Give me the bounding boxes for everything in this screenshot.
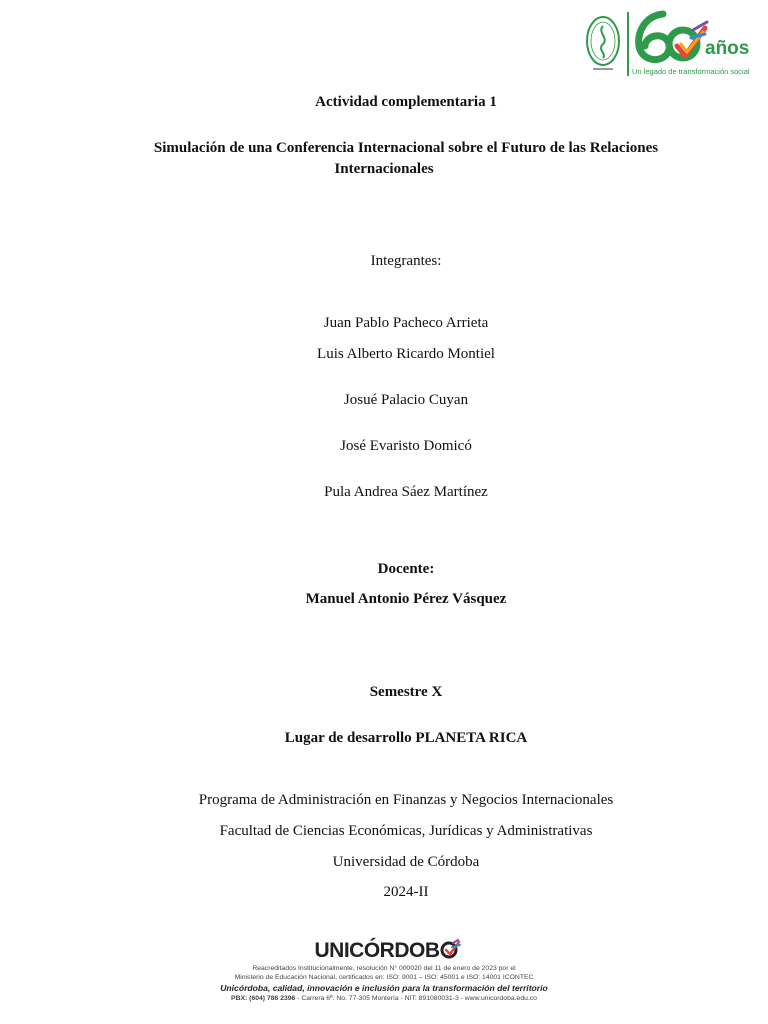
accreditation-line-1: Reacreditados Institucionalmente, resolución N° 000020 del 11 de enero de 2023 por el: [252, 965, 516, 972]
semester: Semestre X: [369, 684, 443, 700]
program-name: Programa de Administración en Finanzas y Negocios Internacionales: [198, 792, 614, 808]
footer-address: - Carrera 6ª. No. 77-305 Montería - NIT: 891080031-3 - www.unicordoba.edu.co: [295, 995, 537, 1002]
footer-brand-mark-icon: [440, 939, 462, 959]
sixty-years-mark-icon: [633, 10, 713, 66]
teacher-name: Manuel Antonio Pérez Vásquez: [305, 591, 507, 607]
teacher-label: Docente:: [377, 561, 435, 577]
logo-anos-text: años: [705, 38, 750, 59]
member-name: Luis Alberto Ricardo Montiel: [317, 346, 495, 362]
footer-contact: [0, 994, 768, 1004]
faculty-name: Facultad de Ciencias Económicas, Jurídicas y Administrativas: [219, 823, 593, 839]
members-label: Integrantes:: [370, 253, 442, 269]
footer-brand-text: UNICÓRDOB: [314, 939, 440, 962]
accreditation-line-2: Ministerio de Educación Nacional, certificados en: ISO: 9001 – ISO: 45001 e ISO: 14001 ICONTEC: [234, 974, 534, 981]
academic-period: 2024-II: [383, 884, 429, 900]
place: Lugar de desarrollo PLANETA RICA: [284, 730, 528, 746]
activity-title: Actividad complementaria 1: [315, 94, 497, 110]
logo-tagline: Un legado de transformación social: [632, 67, 750, 76]
footer-slogan: Unicórdoba, calidad, innovación e inclusión para la transformación del territorio: [220, 983, 548, 993]
footer-phone: PBX: (604) 786 2396: [231, 995, 296, 1002]
member-name: José Evaristo Domicó: [340, 438, 472, 454]
footer: [0, 938, 768, 1004]
university-name: Universidad de Córdoba: [332, 854, 480, 870]
subtitle-line-1: Simulación de una Conferencia Internacional sobre el Futuro de las Relaciones: [153, 140, 659, 156]
member-name: Josué Palacio Cuyan: [343, 392, 469, 408]
university-seal-icon: [585, 14, 621, 72]
logo-divider: [627, 12, 629, 76]
member-name: Pula Andrea Sáez Martínez: [324, 484, 488, 500]
member-name: Juan Pablo Pacheco Arrieta: [323, 315, 489, 331]
subtitle-line-2: Internacionales: [334, 161, 434, 177]
footer-brand-logo: [0, 938, 768, 964]
university-60-years-logo: [583, 10, 750, 80]
